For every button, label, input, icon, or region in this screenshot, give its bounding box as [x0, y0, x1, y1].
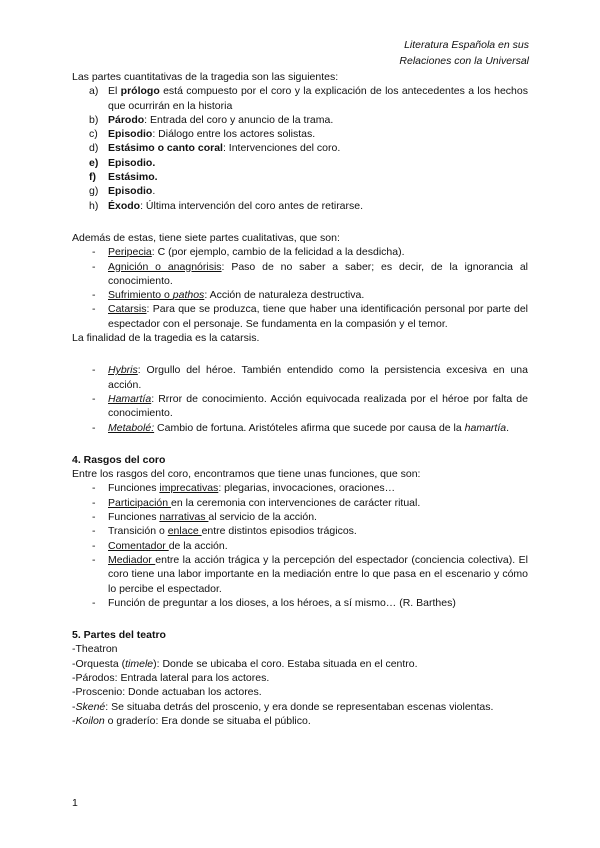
chorus-functions-list — [72, 481, 528, 610]
theatre-line: -Koilon o graderío: Era donde se situaba el público. — [72, 714, 311, 727]
list-item: - Peripecia: C (por ejemplo, cambio de la felicidad a la desdicha). — [72, 245, 528, 259]
list-item: - Hybris: Orgullo del héroe. También entendido como la persistencia excesiva en una acción. — [72, 363, 528, 392]
page-number: 1 — [72, 797, 78, 809]
list-item: - Función de preguntar a los dioses, a los héroes, a sí mismo… (R. Barthes) — [72, 596, 528, 610]
list-item: e) Episodio. — [89, 156, 156, 169]
section4-intro: Entre los rasgos del coro, encontramos que tiene unas funciones, que son: — [72, 468, 421, 481]
list-item: d) Estásimo o canto coral: Intervenciones del coro. — [89, 142, 341, 155]
section-heading-partes-teatro: 5. Partes del teatro — [72, 629, 166, 642]
list-item: c) Episodio: Diálogo entre los actores solistas. — [89, 128, 316, 141]
qualitative-list — [72, 245, 528, 331]
list-item: - Mediador entre la acción trágica y la percepción del espectador (conciencia colectiva). El coro tiene una labor importante en la mediación entre lo que pasa en el escenario y cómo lo percibe el espectador. — [72, 553, 528, 596]
list-item: h) Éxodo: Última intervención del coro antes de retirarse. — [89, 199, 364, 212]
finality-statement: La finalidad de la tragedia es la catarsis. — [72, 332, 260, 345]
list-item: - Participación en la ceremonia con intervenciones de carácter ritual. — [72, 496, 528, 510]
list-item: - Agnición o anagnórisis: Paso de no saber a saber; es decir, de la ignorancia al conocimiento. — [72, 260, 528, 289]
list-item: - Catarsis: Para que se produzca, tiene que haber una identificación personal por parte del espectador con el personaje. Se fundamenta en la compasión y el temor. — [72, 302, 528, 331]
tragic-concepts-list — [72, 363, 528, 434]
theatre-line: -Orquesta (timele): Donde se ubicaba el coro. Estaba situada en el centro. — [72, 657, 418, 670]
theatre-line: -Skené: Se situaba detrás del proscenio, y era donde se representaban escenas violentas. — [72, 700, 494, 713]
header-line-2: Relaciones con la Universal — [399, 55, 529, 67]
list-item: - Sufrimiento o pathos: Acción de naturaleza destructiva. — [72, 288, 528, 302]
list-item: - Hamartía: Rrror de conocimiento. Acción equivocada realizada por el héroe por falta de conocimiento. — [72, 392, 528, 421]
document-body — [72, 70, 528, 728]
theatre-line: -Theatron — [72, 643, 118, 656]
header-line-1: Literatura Española en sus — [404, 39, 529, 51]
qualitative-intro: Además de estas, tiene siete partes cualitativas, que son: — [72, 231, 340, 244]
list-item: - Transición o enlace entre distintos episodios trágicos. — [72, 524, 528, 538]
list-item: - Funciones narrativas al servicio de la acción. — [72, 510, 528, 524]
list-item: f) Estásimo. — [89, 171, 158, 184]
section-heading-rasgos-coro: 4. Rasgos del coro — [72, 453, 166, 466]
theatre-line: -Párodos: Entrada lateral para los actores. — [72, 671, 270, 684]
list-item: - Comentador de la acción. — [72, 539, 528, 553]
quantitative-list — [72, 84, 528, 213]
quantitative-intro: Las partes cuantitativas de la tragedia son las siguientes: — [72, 71, 339, 83]
list-item: - Metabolé: Cambio de fortuna. Aristóteles afirma que sucede por causa de la hamartía. — [72, 421, 528, 435]
list-item: b) Párodo: Entrada del coro y anuncio de la trama. — [89, 113, 334, 126]
list-item: g) Episodio. — [89, 185, 156, 198]
running-header — [399, 37, 529, 69]
list-item: a) El prólogo está compuesto por el coro y la explicación de los antecedentes a los hechos que ocurrirán en la historia — [89, 85, 528, 112]
list-item: - Funciones imprecativas: plegarias, invocaciones, oraciones… — [72, 481, 528, 495]
theatre-line: -Proscenio: Donde actuaban los actores. — [72, 686, 262, 699]
